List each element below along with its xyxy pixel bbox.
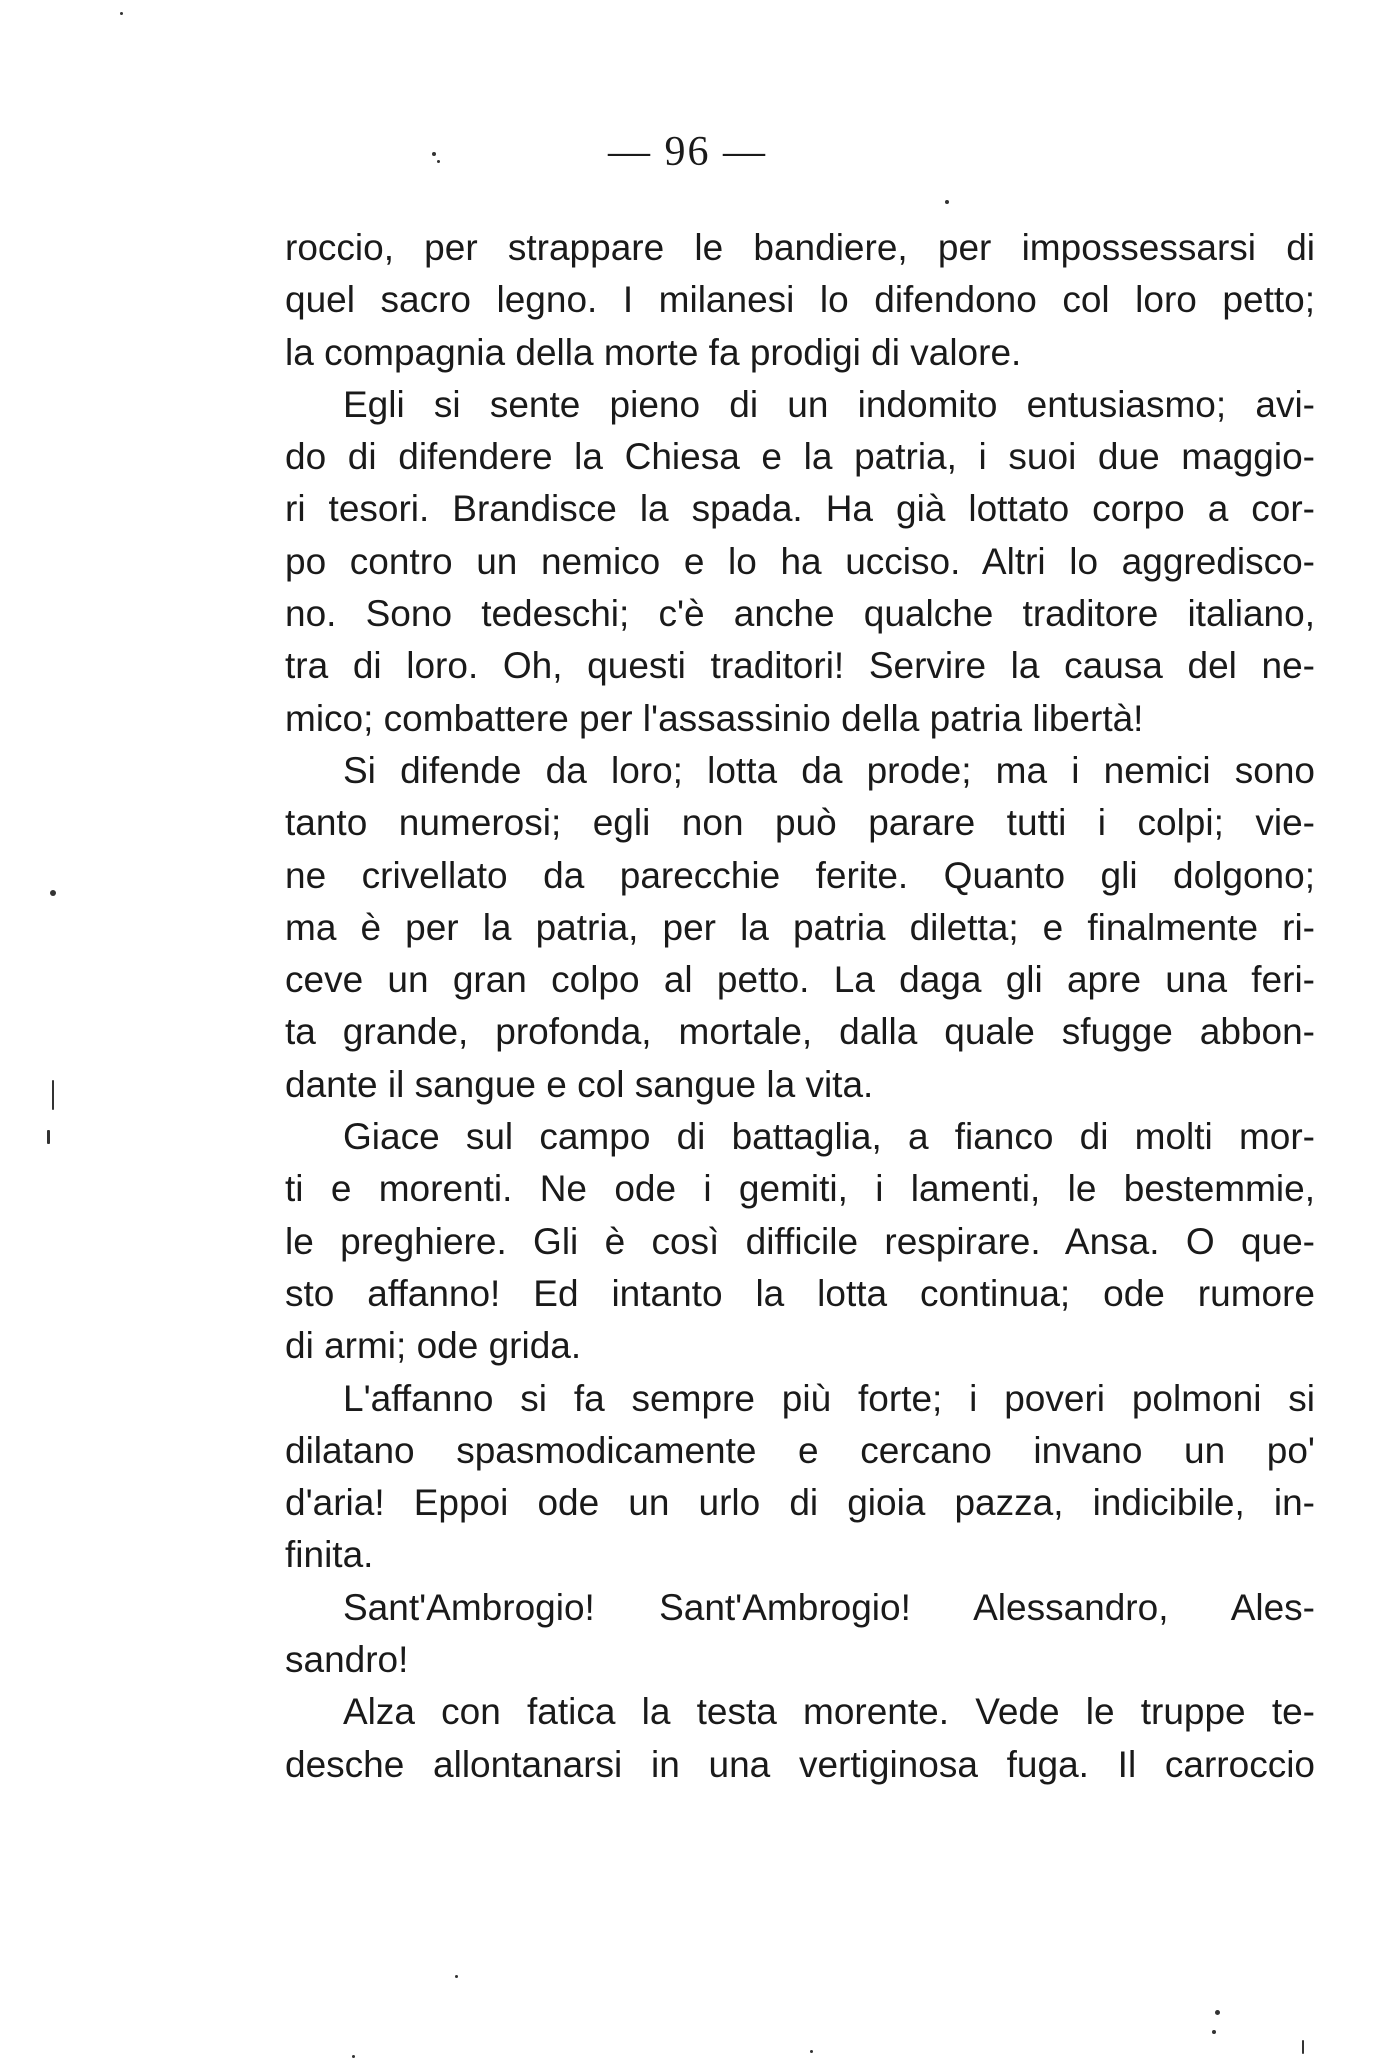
scan-speck [352, 2055, 355, 2058]
page-number: — 96 — [608, 129, 767, 175]
text-line: roccio, per strappare le bandiere, per impossessarsi di [285, 227, 1315, 268]
text-line: di armi; ode grida. [285, 1325, 582, 1367]
text-line: finita. [285, 1534, 374, 1576]
scan-speck [120, 12, 123, 15]
scan-speck [437, 160, 440, 163]
text-line: quel sacro legno. I milanesi lo difendono col loro petto; [285, 279, 1315, 321]
text-line: Egli si sente pieno di un indomito entusiasmo; avi- [343, 383, 1315, 425]
text-line: Sant'Ambrogio! Sant'Ambrogio! Alessandro, Ales- [343, 1586, 1315, 1628]
text-line: sandro! [285, 1639, 409, 1681]
text-line: d'aria! Eppoi ode un urlo di gioia pazza, indicibile, in- [285, 1482, 1315, 1524]
text-line: sto affanno! Ed intanto la lotta continua; ode rumore [285, 1272, 1315, 1314]
text-line: dilatano spasmodicamente e cercano invano un po' [285, 1429, 1315, 1471]
scan-speck [52, 1080, 54, 1110]
scan-speck [47, 1130, 50, 1144]
text-line: le preghiere. Gli è così difficile respirare. Ansa. O que- [285, 1220, 1315, 1262]
text-line: desche allontanarsi in una vertiginosa fuga. Il carroccio [285, 1743, 1315, 1785]
scan-speck [1302, 2040, 1304, 2054]
text-line: Si difende da loro; lotta da prode; ma i nemici sono [343, 749, 1315, 791]
text-line: Alza con fatica la testa morente. Vede le truppe te- [343, 1691, 1315, 1733]
text-line: Giace sul campo di battaglia, a fianco di molti mor- [343, 1116, 1315, 1158]
text-line: ti e morenti. Ne ode i gemiti, i lamenti, le bestemmie, [285, 1168, 1315, 1210]
text-line: no. Sono tedeschi; c'è anche qualche traditore italiano, [285, 593, 1315, 635]
scan-speck [945, 200, 949, 204]
text-line: ceve un gran colpo al petto. La daga gli apre una feri- [285, 959, 1315, 1001]
scan-speck [455, 1975, 458, 1978]
text-line: po contro un nemico e lo ha ucciso. Altri lo aggredisco- [285, 540, 1315, 582]
text-line: ne crivellato da parecchie ferite. Quanto gli dolgono; [285, 854, 1315, 896]
text-line: do di difendere la Chiesa e la patria, i suoi due maggio- [285, 436, 1315, 478]
scan-speck [50, 890, 56, 896]
text-line: L'affanno si fa sempre più forte; i poveri polmoni si [343, 1377, 1315, 1419]
scan-speck [1215, 2010, 1220, 2015]
text-line: dante il sangue e col sangue la vita. [285, 1063, 874, 1105]
text-line: ri tesori. Brandisce la spada. Ha già lottato corpo a cor- [285, 488, 1315, 530]
text-line: la compagnia della morte fa prodigi di valore. [285, 331, 1022, 373]
text-line: ma è per la patria, per la patria diletta; e finalmente ri- [285, 906, 1315, 948]
text-line: mico; combattere per l'assassinio della patria libertà! [285, 697, 1144, 739]
text-line: ta grande, profonda, mortale, dalla quale sfugge abbon- [285, 1011, 1315, 1053]
scan-speck [432, 152, 436, 156]
scan-speck [810, 2050, 813, 2053]
text-line: tanto numerosi; egli non può parare tutti i colpi; vie- [285, 802, 1315, 844]
body-text [285, 222, 1315, 1791]
scan-speck [1212, 2030, 1216, 2034]
text-line: tra di loro. Oh, questi traditori! Servire la causa del ne- [285, 645, 1315, 687]
